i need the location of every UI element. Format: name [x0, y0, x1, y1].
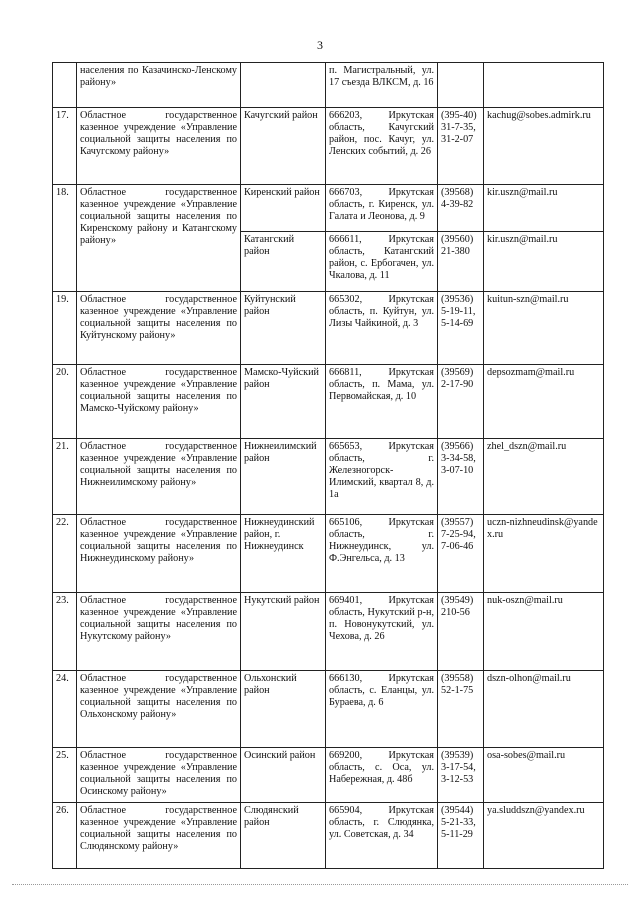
organization-name: Областное государственное казенное учреждение «Управление социальной защиты населения по Киренскому району и Катангскому району» — [77, 185, 241, 292]
address: 665302, Иркутская область, п. Куйтун, ул. Лизы Чайкиной, д. 3 — [326, 292, 438, 365]
organization-name: Областное государственное казенное учреждение «Управление социальной защиты населения по Слюдянскому району» — [77, 803, 241, 869]
row-number: 17. — [53, 108, 77, 185]
row-number: 22. — [53, 515, 77, 593]
table-row — [53, 515, 604, 593]
table-body — [53, 63, 604, 869]
email: kachug@sobes.admirk.ru — [484, 108, 604, 185]
district-name: Куйтунский район — [241, 292, 326, 365]
organization-name: Областное государственное казенное учреждение «Управление социальной защиты населения по Нижнеудинскому району» — [77, 515, 241, 593]
organization-name: Областное государственное казенное учреждение «Управление социальной защиты населения по Осинскому району» — [77, 748, 241, 803]
district-name — [241, 63, 326, 108]
email: zhel_dszn@mail.ru — [484, 439, 604, 515]
table-row — [53, 365, 604, 439]
page-number: 3 — [317, 38, 323, 52]
phone: (39569) 2-17-90 — [438, 365, 484, 439]
email: ya.sluddszn@yandex.ru — [484, 803, 604, 869]
row-number: 18. — [53, 185, 77, 292]
row-number: 21. — [53, 439, 77, 515]
address: 665653, Иркутская область, г. Железногорск-Илимский, квартал 8, д. 1а — [326, 439, 438, 515]
address: 665904, Иркутская область, г. Слюдянка, ул. Советская, д. 34 — [326, 803, 438, 869]
email: dszn-olhon@mail.ru — [484, 671, 604, 748]
table-row — [53, 803, 604, 869]
email: depsozmam@mail.ru — [484, 365, 604, 439]
phone: (39560) 21-380 — [438, 232, 484, 292]
address: 669200, Иркутская область, с. Оса, ул. Набережная, д. 48б — [326, 748, 438, 803]
phone: (39568) 4-39-82 — [438, 185, 484, 232]
address: 666703, Иркутская область, г. Киренск, ул. Галата и Леонова, д. 9 — [326, 185, 438, 232]
organization-name: Областное государственное казенное учреждение «Управление социальной защиты населения по Мамско-Чуйскому району» — [77, 365, 241, 439]
institutions-table — [52, 62, 604, 869]
district-name: Осинский район — [241, 748, 326, 803]
district-name: Катангский район — [241, 232, 326, 292]
row-number: 19. — [53, 292, 77, 365]
email: uczn-nizhneudinsk@yandex.ru — [484, 515, 604, 593]
address: 669401, Иркутская область, Нукутский р-н, п. Новонукутский, ул. Чехова, д. 26 — [326, 593, 438, 671]
row-number: 23. — [53, 593, 77, 671]
organization-name: населения по Казачинско-Ленскому району» — [77, 63, 241, 108]
phone: (395-40) 31-7-35, 31-2-07 — [438, 108, 484, 185]
table-row — [53, 439, 604, 515]
district-name: Нижнеилимский район — [241, 439, 326, 515]
email — [484, 63, 604, 108]
address: 666611, Иркутская область, Катангский район, с. Ербогачен, ул. Чкалова, д. 11 — [326, 232, 438, 292]
address: 666130, Иркутская область, с. Еланцы, ул. Бураева, д. 6 — [326, 671, 438, 748]
table-row — [53, 108, 604, 185]
organization-name: Областное государственное казенное учреждение «Управление социальной защиты населения по Нукутскому району» — [77, 593, 241, 671]
district-name: Мамско-Чуйский район — [241, 365, 326, 439]
email: kuitun-szn@mail.ru — [484, 292, 604, 365]
phone: (39549) 210-56 — [438, 593, 484, 671]
phone — [438, 63, 484, 108]
organization-name: Областное государственное казенное учреждение «Управление социальной защиты населения по Куйтунскому району» — [77, 292, 241, 365]
email: kir.uszn@mail.ru — [484, 185, 604, 232]
organization-name: Областное государственное казенное учреждение «Управление социальной защиты населения по Ольхонскому району» — [77, 671, 241, 748]
table-row — [53, 292, 604, 365]
table-row — [53, 185, 604, 232]
bottom-divider — [12, 884, 628, 885]
phone: (39536) 5-19-11, 5-14-69 — [438, 292, 484, 365]
email: kir.uszn@mail.ru — [484, 232, 604, 292]
district-name: Нижнеудинский район, г. Нижнеудинск — [241, 515, 326, 593]
district-name: Слюдянский район — [241, 803, 326, 869]
row-number: 20. — [53, 365, 77, 439]
table-row — [53, 593, 604, 671]
row-number: 24. — [53, 671, 77, 748]
address: 666811, Иркутская область, п. Мама, ул. Первомайская, д. 10 — [326, 365, 438, 439]
phone: (39544) 5-21-33, 5-11-29 — [438, 803, 484, 869]
row-number: 25. — [53, 748, 77, 803]
organization-name: Областное государственное казенное учреждение «Управление социальной защиты населения по Качугскому району» — [77, 108, 241, 185]
table-row — [53, 63, 604, 108]
row-number: 26. — [53, 803, 77, 869]
table-row — [53, 671, 604, 748]
phone: (39557) 7-25-94, 7-06-46 — [438, 515, 484, 593]
organization-name: Областное государственное казенное учреждение «Управление социальной защиты населения по Нижнеилимскому району» — [77, 439, 241, 515]
district-name: Качугский район — [241, 108, 326, 185]
address: п. Магистральный, ул. 17 съезда ВЛКСМ, д. 16 — [326, 63, 438, 108]
district-name: Киренский район — [241, 185, 326, 232]
address: 665106, Иркутская область, г. Нижнеудинск, ул. Ф.Энгельса, д. 13 — [326, 515, 438, 593]
email: nuk-oszn@mail.ru — [484, 593, 604, 671]
district-name: Ольхонский район — [241, 671, 326, 748]
table-row — [53, 748, 604, 803]
district-name: Нукутский район — [241, 593, 326, 671]
phone: (39539) 3-17-54, 3-12-53 — [438, 748, 484, 803]
address: 666203, Иркутская область, Качугский район, пос. Качуг, ул. Ленских событий, д. 26 — [326, 108, 438, 185]
row-number — [53, 63, 77, 108]
phone: (39558) 52-1-75 — [438, 671, 484, 748]
phone: (39566) 3-34-58, 3-07-10 — [438, 439, 484, 515]
email: osa-sobes@mail.ru — [484, 748, 604, 803]
